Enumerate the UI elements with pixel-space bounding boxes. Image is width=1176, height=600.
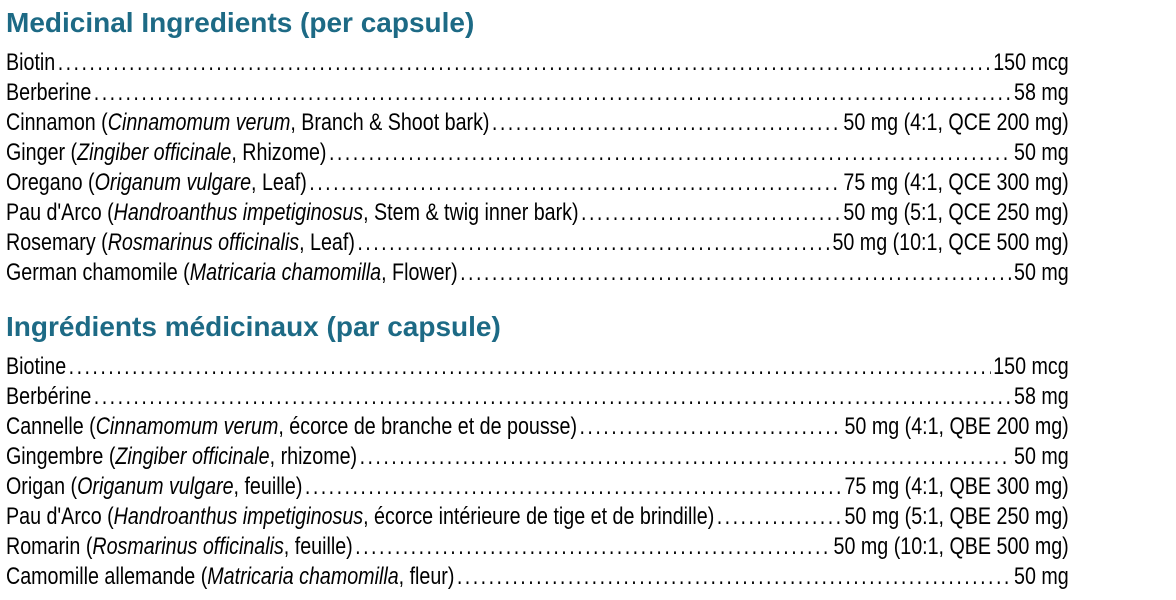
ingredient-amount: 50 mg [1014, 443, 1069, 470]
ingredient-amount: 75 mg (4:1, QBE 300 mg) [844, 473, 1069, 500]
ingredient-amount: 58 mg [1014, 383, 1069, 410]
ingredient-row [6, 382, 1069, 412]
ingredient-amount: 50 mg (5:1, QBE 250 mg) [844, 503, 1069, 530]
ingredient-row [6, 352, 1069, 382]
ingredient-amount: 50 mg (4:1, QCE 200 mg) [843, 109, 1069, 136]
dot-leader [305, 472, 842, 502]
ingredient-name: Ginger (Zingiber officinale, Rhizome) [6, 139, 327, 166]
ingredient-amount: 50 mg (5:1, QCE 250 mg) [843, 199, 1069, 226]
ingredient-row [6, 442, 1069, 472]
ingredient-name: Camomille allemande (Matricaria chamomilla, fleur) [6, 563, 455, 590]
dot-leader [357, 228, 830, 258]
ingredient-row [6, 228, 1069, 258]
dot-leader [355, 532, 831, 562]
ingredient-amount: 75 mg (4:1, QCE 300 mg) [843, 169, 1069, 196]
ingredient-name: Rosemary (Rosmarinus officinalis, Leaf) [6, 229, 355, 256]
ingredient-row [6, 562, 1069, 592]
ingredient-amount: 50 mg [1014, 139, 1069, 166]
dot-leader [58, 48, 991, 78]
ingredient-amount: 50 mg [1014, 259, 1069, 286]
ingredient-amount: 50 mg [1014, 563, 1069, 590]
ingredient-row [6, 168, 1069, 198]
dot-leader [457, 562, 1012, 592]
ingredient-name: Cannelle (Cinnamomum verum, écorce de branche et de pousse) [6, 413, 578, 440]
ingredient-name: Biotine [6, 353, 67, 380]
ingredient-amount: 50 mg (10:1, QBE 500 mg) [833, 533, 1069, 560]
ingredient-name: Origan (Origanum vulgare, feuille) [6, 473, 303, 500]
ingredient-name: German chamomile (Matricaria chamomilla, Flower) [6, 259, 458, 286]
ingredient-row [6, 78, 1069, 108]
ingredient-name: Berbérine [6, 383, 92, 410]
ingredient-row [6, 258, 1069, 288]
ingredient-amount: 50 mg (4:1, QBE 200 mg) [844, 413, 1069, 440]
ingredient-row [6, 472, 1069, 502]
ingredient-row [6, 502, 1069, 532]
ingredient-amount: 58 mg [1014, 79, 1069, 106]
ingredient-row [6, 198, 1069, 228]
section-medicinal-ingredients-en [6, 6, 1176, 288]
dot-leader [492, 108, 841, 138]
ingredient-name: Romarin (Rosmarinus officinalis, feuille) [6, 533, 353, 560]
dot-leader [329, 138, 1012, 168]
ingredient-row [6, 532, 1069, 562]
section-heading-fr: Ingrédients médicinaux (par capsule) [6, 311, 501, 342]
ingredient-row [6, 138, 1069, 168]
ingredient-amount: 50 mg (10:1, QCE 500 mg) [832, 229, 1069, 256]
dot-leader [309, 168, 841, 198]
ingredient-name: Pau d'Arco (Handroanthus impetiginosus, écorce intérieure de tige et de brindille) [6, 503, 715, 530]
ingredient-name: Biotin [6, 49, 56, 76]
section-medicinal-ingredients-fr [6, 310, 1176, 592]
ingredient-row [6, 48, 1069, 78]
dot-leader [69, 352, 991, 382]
dot-leader [717, 502, 842, 532]
ingredient-row [6, 412, 1069, 442]
dot-leader [94, 382, 1012, 412]
dot-leader [460, 258, 1011, 288]
section-heading-en: Medicinal Ingredients (per capsule) [6, 7, 475, 38]
ingredient-list-en [6, 48, 1069, 288]
dot-leader [581, 198, 841, 228]
ingredient-name: Berberine [6, 79, 92, 106]
ingredient-row [6, 108, 1069, 138]
ingredient-name: Cinnamon (Cinnamomum verum, Branch & Shoot bark) [6, 109, 490, 136]
ingredient-amount: 150 mcg [993, 49, 1069, 76]
dot-leader [360, 442, 1012, 472]
ingredient-name: Pau d'Arco (Handroanthus impetiginosus, Stem & twig inner bark) [6, 199, 579, 226]
ingredient-amount: 150 mcg [993, 353, 1069, 380]
ingredient-list-fr [6, 352, 1069, 592]
ingredient-name: Gingembre (Zingiber officinale, rhizome) [6, 443, 358, 470]
dot-leader [94, 78, 1012, 108]
ingredient-name: Oregano (Origanum vulgare, Leaf) [6, 169, 307, 196]
dot-leader [579, 412, 842, 442]
